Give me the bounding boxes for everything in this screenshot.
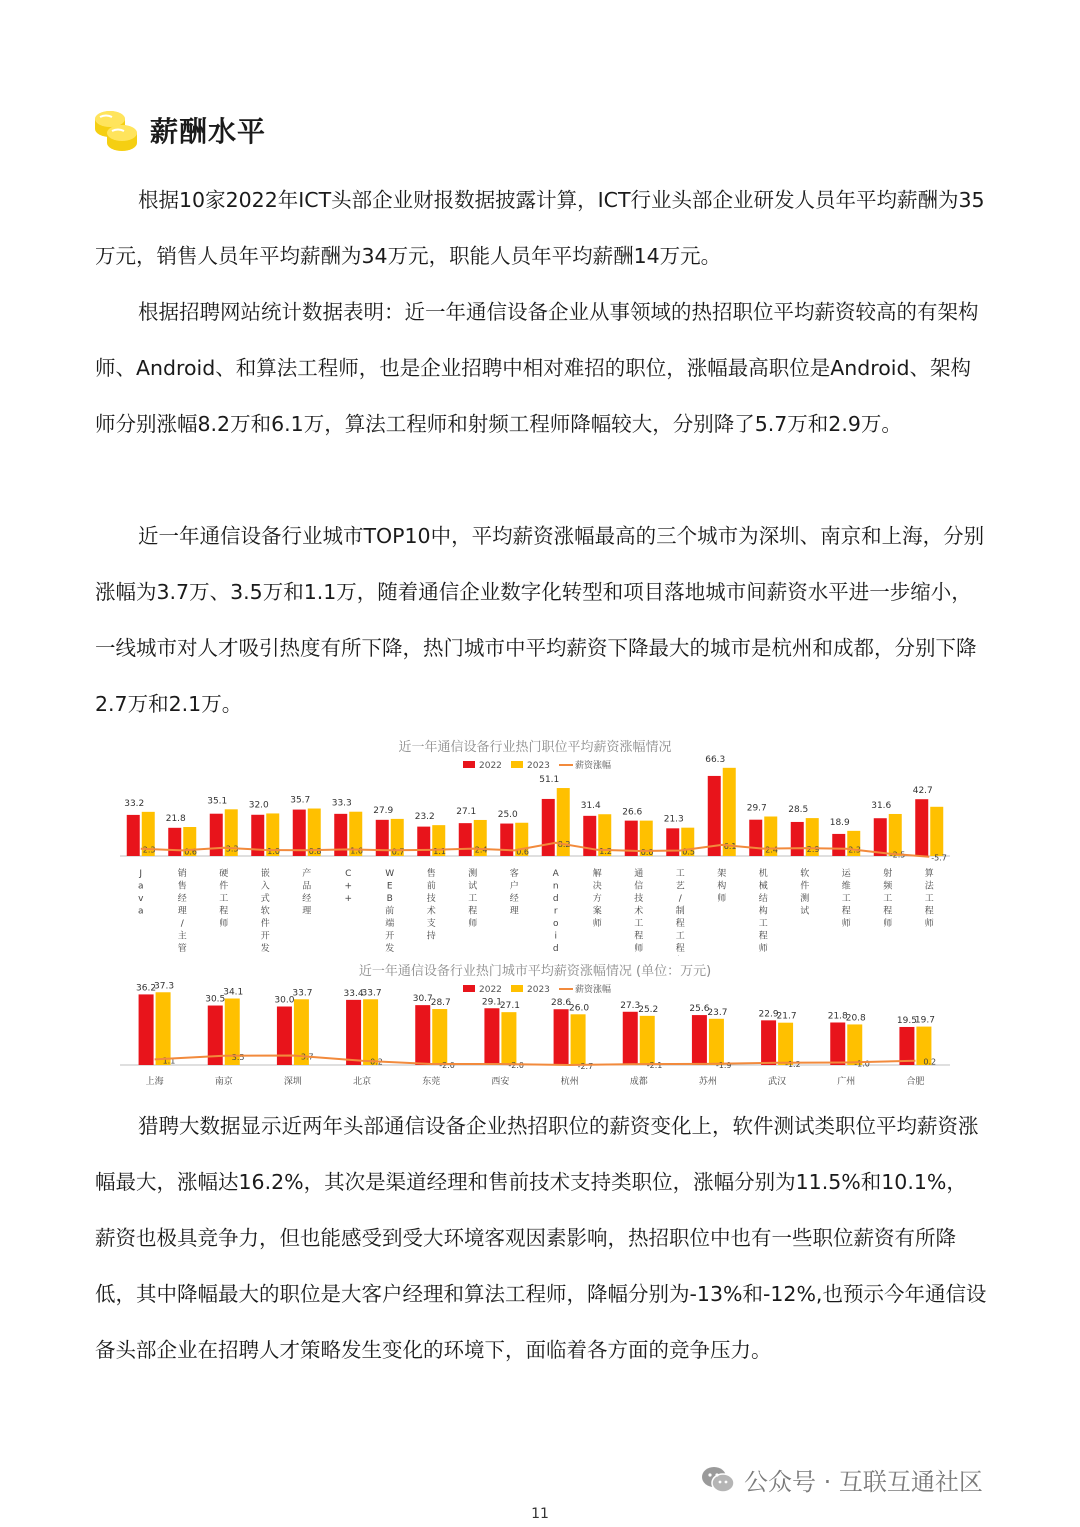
category-label-char: 方 (592, 894, 602, 904)
bar-value-label: 33.3 (331, 798, 352, 809)
bar-value-label: 31.6 (871, 800, 892, 811)
bar-value-label: 27.1 (456, 806, 477, 817)
change-value-label: 6.1 (723, 841, 737, 851)
category-label-char: 构 (758, 906, 768, 917)
bar-2023 (930, 807, 943, 856)
change-value-label: -2.1 (646, 1061, 663, 1071)
bar-value-label: 35.1 (207, 796, 228, 807)
category-label-char: 械 (758, 881, 768, 892)
bar-value-label-2022: 36.2 (136, 983, 157, 994)
bar-value-label-2023: 28.7 (430, 998, 451, 1009)
bar-2023 (571, 1014, 586, 1065)
category-label-char: 架 (717, 869, 727, 879)
category-label-char: 前 (385, 906, 395, 917)
bar-value-label-2023: 34.1 (223, 987, 244, 998)
category-label-char: 式 (260, 894, 270, 904)
change-value-label: 2.4 (474, 845, 488, 855)
bar-value-label: 32.0 (248, 800, 269, 811)
bar-2023 (640, 1016, 655, 1065)
section-heading (90, 104, 266, 156)
category-label-char: 技 (426, 894, 436, 904)
category-label: 苏州 (698, 1077, 717, 1087)
category-label-char: 工 (675, 931, 685, 942)
category-label-char: 工 (924, 894, 934, 904)
bar-2022 (830, 1022, 845, 1065)
category-label-char: o (552, 919, 559, 929)
category-label-char: 售 (426, 869, 436, 879)
change-value-label: 0.0 (640, 848, 654, 857)
category-label-char: 师 (841, 919, 851, 929)
category-label-char: 师 (592, 919, 602, 929)
bar-2022 (692, 1015, 707, 1065)
category-label-char: 件 (800, 881, 810, 892)
legend-label: 薪资涨幅 (575, 761, 612, 771)
category-label-char: 理 (509, 906, 519, 917)
category-label-char: J (139, 869, 143, 879)
category-label-char: 机 (758, 869, 768, 879)
category-label-char: 通 (634, 869, 644, 879)
bar-2022 (761, 1020, 776, 1065)
category-label-char: C (345, 869, 352, 879)
section-title: 薪酬水平 (150, 115, 267, 148)
change-value-label: 3.7 (300, 1052, 314, 1062)
category-label-char: 解 (592, 869, 602, 879)
category-label-char: 客 (509, 869, 519, 879)
category-label-char: 售 (177, 881, 187, 892)
category-label-char: 测 (468, 869, 478, 879)
bar-value-label-2022: 21.8 (827, 1011, 848, 1022)
change-value-label: -1.2 (785, 1059, 801, 1069)
bar-value-label: 21.8 (165, 814, 186, 825)
paragraph-1-text: 根据10家2022年ICT头部企业财报数据披露计算，ICT行业头部企业研发人员年平均薪酬为35万元，销售人员年平均薪酬为34万元，职能人员年平均薪酬14万元。 (95, 188, 985, 268)
bar-2022 (484, 1008, 499, 1065)
bar-value-label: 35.7 (290, 795, 311, 806)
category-label-char: 师 (717, 894, 727, 904)
category-label-char: 经 (302, 894, 312, 904)
paragraph-4 (95, 1098, 987, 1378)
category-label-char: 制 (675, 906, 685, 917)
bar-value-label: 66.3 (705, 754, 726, 765)
change-value-label: 1.1 (162, 1056, 176, 1066)
paragraph-4-text: 猎聘大数据显示近两年头部通信设备企业热招职位的薪资变化上，软件测试类职位平均薪资涨幅最大，涨幅达16.2%，其次是渠道经理和售前技术支持类职位，涨幅分别为11.5%和10.1%，薪资也极具竞争力，但也能感受到受大环境客观因素影响，热招职位中也有一些职位薪资有所降低，其中降幅最大的职位是大客户经理和算法工程师，降幅分别为-13%和-12%,也预示今年通信设备头部企业在招聘人才策略发生变化的环境下，面临着各方面的竞争压力。 (95, 1114, 987, 1362)
category-label-char: 程 (219, 906, 229, 917)
bar-value-label-2023: 21.7 (776, 1011, 797, 1022)
category-label-char: 硬 (219, 869, 229, 879)
change-value-label: -2.5 (889, 850, 906, 860)
category-label-char: n (552, 881, 559, 892)
category-label-char: 结 (758, 894, 768, 904)
category-label-char: 经 (509, 894, 519, 904)
bar-value-label-2022: 29.1 (481, 997, 502, 1008)
category-label-char: / (678, 894, 682, 904)
bar-value-label: 28.5 (788, 805, 809, 816)
chart-title: 近一年通信设备行业热门城市平均薪资涨幅情况 (单位：万元) (358, 964, 712, 979)
category-label-char (676, 955, 685, 957)
change-value-label: 0.2 (923, 1057, 937, 1067)
category-label-char: + (344, 894, 353, 904)
bar-value-label-2022: 22.9 (758, 1009, 779, 1020)
bar-value-label-2023: 23.7 (707, 1007, 728, 1018)
page-number: 11 (531, 1506, 549, 1522)
category-label: 杭州 (560, 1077, 579, 1087)
category-label-char: 理 (177, 906, 187, 917)
category-label-char: d (552, 894, 559, 904)
category-label-char: 工 (758, 919, 768, 929)
change-value-label: 0.5 (682, 847, 695, 857)
category-label: 西安 (491, 1077, 510, 1087)
bar-2023 (432, 1009, 447, 1065)
category-label-char: 件 (219, 881, 229, 892)
category-label: 合肥 (906, 1077, 925, 1087)
legend-label: 2023 (527, 985, 550, 995)
change-value-label: 0.2 (370, 1057, 383, 1067)
bar-value-label-2022: 19.5 (896, 1015, 917, 1026)
bar-2022 (168, 828, 181, 856)
category-label-char: 工 (634, 919, 644, 929)
category-label-char: 案 (592, 906, 602, 917)
chart-title: 近一年通信设备行业热门职位平均薪资涨幅情况 (398, 740, 672, 755)
category-label-char: 产 (302, 869, 312, 879)
category-label-char: 嵌 (260, 869, 270, 879)
change-value-label: -1.0 (854, 1059, 870, 1069)
legend-swatch-2023 (511, 985, 523, 992)
bar-value-label: 31.4 (580, 801, 601, 812)
category-label-char: 软 (800, 869, 810, 879)
category-label-char: 决 (592, 881, 602, 892)
category-label-char: 工 (883, 894, 893, 904)
change-value-label: -2.7 (577, 1062, 594, 1072)
bar-value-label-2022: 25.6 (689, 1004, 710, 1015)
bar-value-label-2022: 28.6 (551, 998, 572, 1009)
category-label-char: 频 (883, 881, 893, 892)
legend-label: 薪资涨幅 (575, 985, 612, 995)
paragraph-3-text: 近一年通信设备行业城市TOP10中，平均薪资涨幅最高的三个城市为深圳、南京和上海，分别涨幅为3.7万、3.5万和1.1万，随着通信企业数字化转型和项目落地城市间薪资水平进一步缩小，一线城市对人才吸引热度有所下降，热门城市中平均薪资下降最大的城市是杭州和成都，分别下降2.7万和2.1万。 (95, 524, 985, 716)
bar-value-label-2023: 37.3 (154, 981, 175, 992)
bar-2022 (554, 1009, 569, 1065)
bar-value-label: 42.7 (912, 786, 933, 797)
bar-value-label-2023: 25.2 (638, 1004, 659, 1015)
bar-value-label: 29.7 (746, 803, 767, 814)
bar-value-label: 51.1 (539, 775, 560, 786)
paragraph-1 (95, 172, 987, 284)
bar-2022 (874, 818, 887, 856)
bar-value-label: 23.2 (414, 812, 435, 823)
category-label-char: 程 (675, 944, 685, 954)
bar-value-label: 25.0 (497, 809, 518, 820)
category-label-char: / (180, 919, 184, 929)
category-label-char: 软 (260, 906, 270, 917)
legend-label: 2023 (527, 761, 550, 771)
bar-2022 (210, 814, 223, 856)
change-value-label: 1.6 (350, 846, 363, 856)
change-value-label: 0.6 (184, 847, 197, 857)
coins-icon (90, 107, 140, 153)
change-value-label: -2.0 (439, 1061, 455, 1070)
category-label-char: 发 (260, 944, 270, 954)
category-label-char: 程 (758, 931, 768, 942)
category-label-char: 持 (426, 931, 436, 942)
category-label-char: 主 (177, 931, 187, 942)
legend-swatch-2022 (463, 985, 475, 992)
bar-value-label-2023: 26.0 (569, 1003, 590, 1014)
bar-2023 (778, 1023, 793, 1065)
category-label-char: 维 (841, 881, 851, 892)
category-label-char: 试 (468, 881, 478, 892)
category-label: 东莞 (422, 1077, 441, 1087)
bar-value-label: 18.9 (829, 817, 850, 828)
change-value-label: 0.6 (516, 847, 529, 857)
category-label-char: 试 (800, 906, 810, 917)
legend-swatch-2023 (511, 761, 523, 768)
job-salary-chart (114, 734, 964, 956)
change-value-label: -5.7 (931, 853, 947, 863)
bar-2022 (459, 823, 472, 856)
category-label-char: W (385, 869, 395, 879)
category-label-char: + (344, 881, 353, 892)
bar-2022 (417, 827, 430, 856)
change-value-label: 3.5 (231, 1052, 245, 1062)
bar-2023 (156, 992, 171, 1065)
category-label-char: 支 (426, 919, 436, 929)
category-label-char: 术 (426, 906, 436, 917)
change-value-label: 1.1 (433, 846, 446, 856)
category-label-char: 件 (260, 919, 270, 929)
bar-value-label: 27.9 (373, 805, 394, 816)
category-label-char: 艺 (675, 881, 685, 892)
bar-value-label-2023: 19.7 (914, 1015, 935, 1026)
category-label-char: 术 (634, 906, 644, 917)
bar-value-label: 33.2 (124, 798, 145, 809)
category-label: 武汉 (768, 1077, 787, 1087)
change-value-label: 1.2 (599, 846, 612, 856)
bar-2022 (708, 776, 721, 856)
legend-label: 2022 (479, 985, 502, 995)
category-label-char: 工 (219, 894, 229, 904)
legend-label: 2022 (479, 761, 502, 771)
bar-2022 (346, 1000, 361, 1065)
bar-value-label-2023: 27.1 (499, 1001, 520, 1012)
category-label-char: v (138, 894, 144, 904)
category-label-char: 户 (509, 881, 519, 892)
bar-2022 (139, 994, 154, 1065)
city-salary-chart (114, 958, 964, 1090)
change-value-label: 0.7 (391, 847, 405, 857)
category-label-char: 师 (924, 919, 934, 929)
category-label-char: 法 (924, 881, 934, 892)
bar-2023 (363, 999, 378, 1065)
category-label-char: 测 (800, 894, 810, 904)
paragraph-2-text: 根据招聘网站统计数据表明：近一年通信设备企业从事领域的热招职位平均薪资较高的有架构师、Android、和算法工程师，也是企业招聘中相对难招的职位，涨幅最高职位是Android、架构师分别涨幅8.2万和6.1万，算法工程师和射频工程师降幅较大，分别降了5.7万和2.9万。 (95, 300, 979, 436)
change-value-label: 2.4 (765, 845, 778, 855)
category-label-char: E (386, 881, 393, 892)
category-label-char: 信 (634, 881, 644, 892)
category-label-char: 工 (675, 869, 685, 879)
category-label-char: 射 (883, 869, 893, 879)
bar-2022 (915, 799, 928, 856)
category-label-char: 程 (883, 906, 893, 917)
change-value-label: 8.2 (557, 839, 571, 849)
category-label-char: B (386, 894, 393, 904)
bar-2022 (542, 799, 555, 856)
category-label-char: 程 (634, 931, 644, 942)
category-label: 南京 (214, 1077, 233, 1087)
category-label-char: 师 (219, 919, 229, 929)
bar-value-label-2023: 33.7 (292, 988, 313, 999)
category-label-char: i (554, 931, 558, 942)
category-label-char: 管 (177, 944, 187, 954)
bar-value-label: 26.6 (622, 807, 643, 818)
bar-2022 (293, 810, 306, 856)
paragraph-3 (95, 508, 987, 732)
bar-2023 (501, 1012, 516, 1065)
change-value-label: 2.3 (142, 845, 156, 855)
footer-brand-text: 公众号 · 互联互通社区 (744, 1468, 983, 1496)
category-label-char: 理 (302, 906, 312, 917)
category-label-char: 构 (717, 881, 727, 892)
category-label-char: 销 (177, 869, 187, 879)
change-value-label: 0.8 (308, 847, 322, 857)
category-label-char: 程 (841, 906, 851, 917)
category-label: 上海 (145, 1077, 164, 1087)
category-label-char: r (553, 906, 558, 917)
category-label-char: 算 (924, 869, 934, 879)
category-label: 广州 (837, 1077, 856, 1087)
change-value-label: -1.9 (715, 1060, 732, 1070)
wechat-icon (700, 1464, 736, 1496)
change-value-label: 3.3 (225, 844, 239, 854)
category-label-char: 技 (634, 894, 644, 904)
legend-swatch-2022 (463, 761, 475, 768)
category-label-char: 运 (841, 869, 851, 879)
category-label-char: 程 (924, 906, 934, 917)
category-label-char: 发 (385, 944, 395, 954)
bar-2022 (623, 1012, 638, 1065)
change-value-label: -2.0 (508, 1061, 525, 1070)
category-label-char: 入 (260, 881, 270, 892)
footer-brand (700, 1462, 983, 1497)
category-label-char: a (137, 881, 144, 892)
bar-value-label-2022: 30.0 (274, 995, 295, 1006)
category-label-char: 品 (302, 881, 312, 892)
category-label: 深圳 (283, 1077, 302, 1087)
category-label-char: d (552, 944, 559, 954)
category-label-char: 端 (385, 919, 395, 929)
bar-value-label-2023: 20.8 (845, 1013, 866, 1024)
bar-value-label-2022: 30.7 (412, 994, 433, 1005)
bar-value-label-2022: 27.3 (620, 1000, 641, 1011)
category-label-char: 前 (426, 881, 436, 892)
paragraph-2 (95, 284, 987, 452)
category-label-char: 工 (468, 894, 478, 904)
change-value-label: 2.9 (806, 845, 820, 855)
category-label-char: 师 (758, 944, 768, 954)
bar-2022 (749, 820, 762, 856)
category-label-char: 程 (675, 919, 685, 929)
category-label-char: A (552, 869, 559, 879)
category-label-char: 师 (634, 944, 644, 954)
bar-value-label-2022: 33.4 (343, 988, 364, 999)
bar-2023 (709, 1019, 724, 1065)
category-label: 北京 (353, 1077, 372, 1087)
bar-2022 (832, 834, 845, 856)
change-line (155, 1052, 916, 1065)
category-label-char: 师 (883, 919, 893, 929)
category-label-char: a (137, 906, 144, 917)
bar-2022 (666, 828, 679, 856)
bar-2022 (791, 822, 804, 856)
bar-2022 (127, 815, 140, 856)
bar-value-label: 21.3 (663, 814, 684, 825)
bar-2022 (899, 1027, 914, 1065)
category-label-char: 开 (385, 931, 395, 942)
category-label-char: 经 (177, 894, 187, 904)
bar-value-label-2023: 33.7 (361, 988, 382, 999)
category-label-char: 师 (468, 919, 478, 929)
change-value-label: 2.3 (848, 845, 861, 855)
bar-value-label-2022: 30.5 (205, 994, 226, 1005)
category-label: 成都 (629, 1077, 648, 1087)
bar-2022 (415, 1005, 430, 1065)
category-label-char: 工 (841, 894, 851, 904)
category-label-char: 程 (468, 906, 478, 917)
change-value-label: 1.0 (267, 847, 280, 856)
category-label-char: 开 (260, 931, 270, 942)
